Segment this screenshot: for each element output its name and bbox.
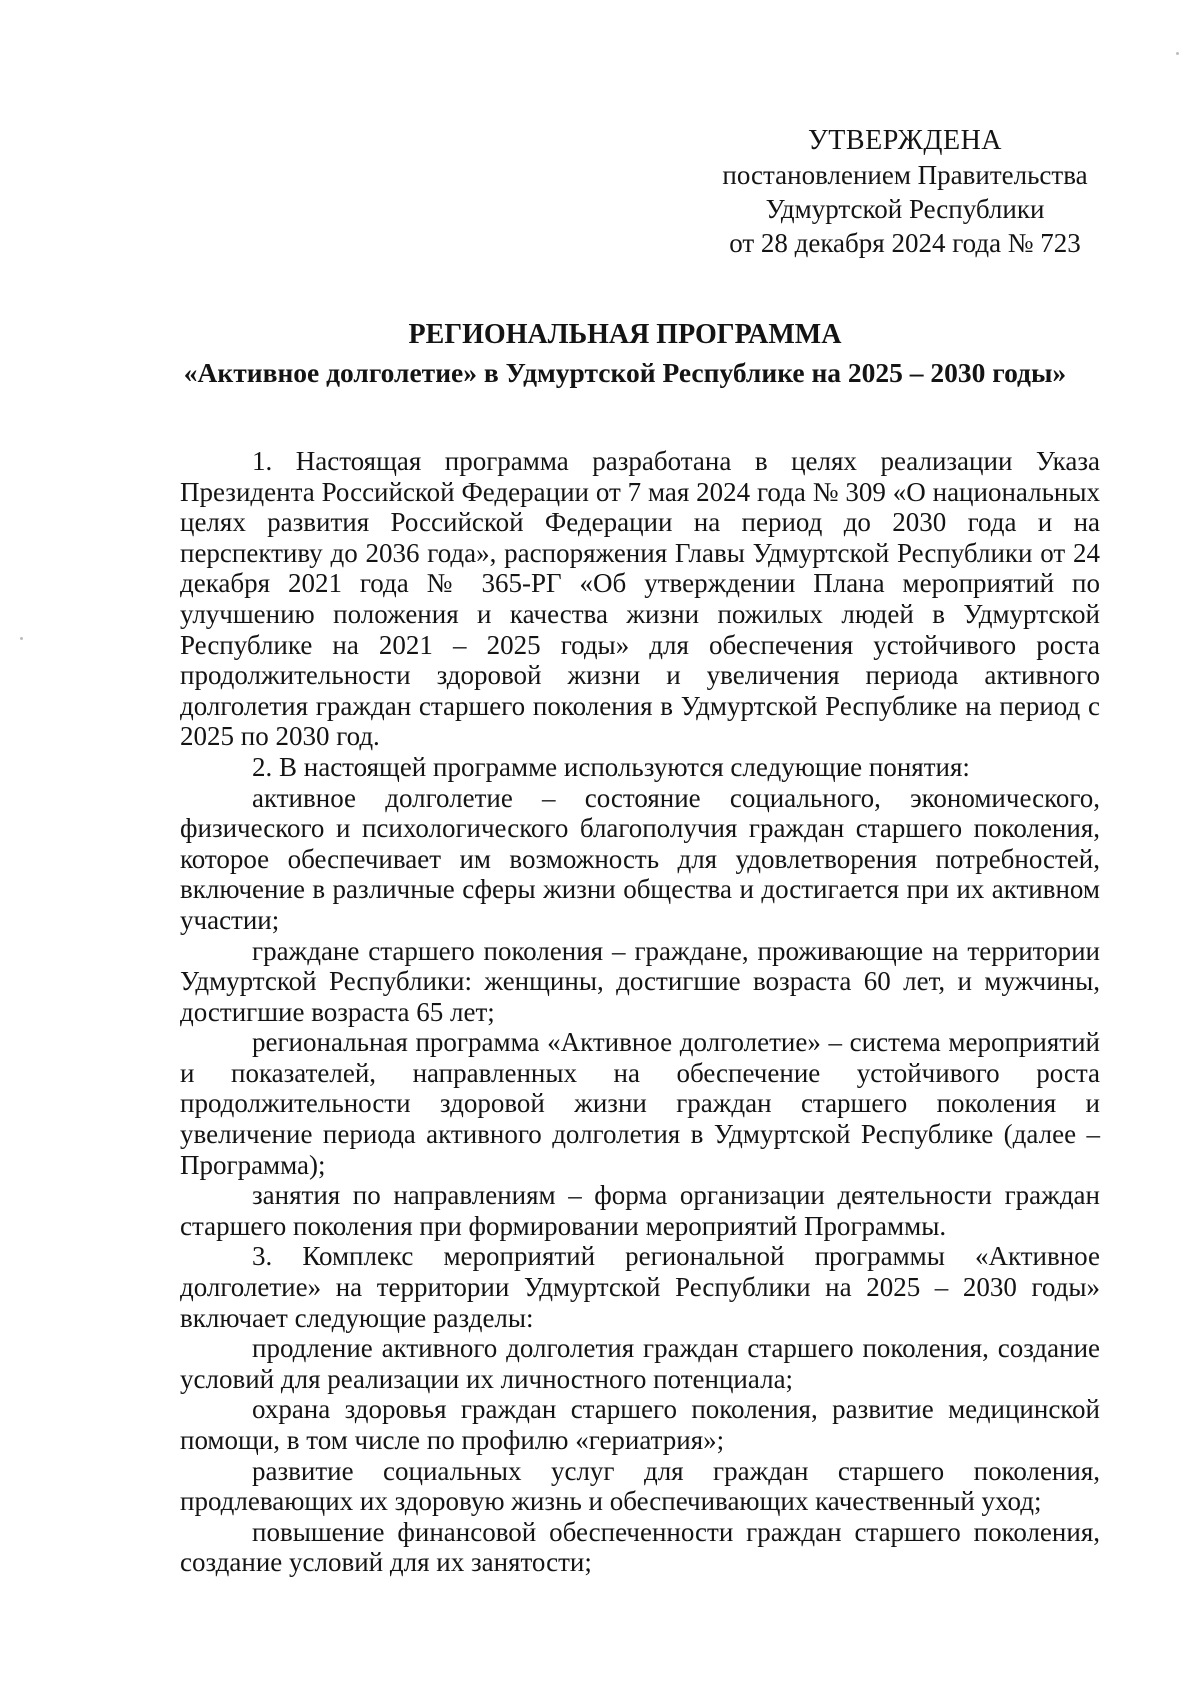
approval-line: Удмуртской Республики <box>765 194 1045 224</box>
section-item: развитие социальных услуг для граждан старшего поколения, продлевающих их здоровую жизнь и обеспечивающих качественный уход; <box>180 1455 1100 1517</box>
section-item: продление активного долголетия граждан старшего поколения, создание условий для реализации их личностного потенциала; <box>180 1333 1100 1394</box>
definition-regional-program: региональная программа «Активное долголетие» – система мероприятий и показателей, направленных на обеспечение устойчивого роста продолжительности здоровой жизни граждан старшего поколения и увеличение периода активного долголетия в Удмуртской Республике (далее – Программа); <box>180 1027 1100 1180</box>
section-item: охрана здоровья граждан старшего поколения, развитие медицинской помощи, в том числе по профилю «гериатрия»; <box>180 1394 1100 1455</box>
paragraph-1: 1. Настоящая программа разработана в целях реализации Указа Президента Российской Федерации от 7 мая 2024 года № 309 «О национальных целях развития Российской Федерации на период до 2030 года и на перспективу до 2036 года», распоряжения Главы Удмуртской Республики от 24 декабря 2021 года № 365-РГ «Об утверждении Плана мероприятий по улучшению положения и качества жизни пожилых людей в Удмуртской Республике на 2021 – 2025 годы» для обеспечения устойчивого роста продолжительности здоровой жизни и увеличения периода активного долголетия граждан старшего поколения в Удмуртской Республике на период с 2025 по 2030 год. <box>180 446 1100 752</box>
scan-speck <box>20 637 23 640</box>
paragraph-3: 3. Комплекс мероприятий региональной программы «Активное долголетие» на территории Удмуртской Республики на 2025 – 2030 годы» включает следующие разделы: <box>180 1241 1100 1333</box>
approval-stamp: УТВЕРЖДЕНА <box>807 125 1003 156</box>
paragraph-2: 2. В настоящей программе используются следующие понятия: <box>252 751 970 782</box>
definition-active-longevity: активное долголетие – состояние социального, экономического, физического и психологического благополучия граждан старшего поколения, которое обеспечивает им возможность для удовлетворения потребностей, включение в различные сферы жизни общества и достигается при их активном участии; <box>180 782 1100 935</box>
scan-speck <box>1176 52 1179 55</box>
section-item: повышение финансовой обеспеченности граждан старшего поколения, создание условий для их занятости; <box>180 1516 1100 1578</box>
approval-line: от 28 декабря 2024 года № 723 <box>729 228 1081 258</box>
approval-line: постановлением Правительства <box>722 160 1088 190</box>
definition-activities: занятия по направлениям – форма организации деятельности граждан старшего поколения при формировании мероприятий Программы. <box>180 1180 1100 1241</box>
title-subtitle: «Активное долголетие» в Удмуртской Республике на 2025 – 2030 годы» <box>183 357 1067 388</box>
approval-block <box>705 124 1105 260</box>
title-main: РЕГИОНАЛЬНАЯ ПРОГРАММА <box>408 319 842 350</box>
document-title <box>150 316 1100 392</box>
definition-senior-citizens: граждане старшего поколения – граждане, проживающие на территории Удмуртской Республики: женщины, достигшие возраста 60 лет, и мужчины, достигшие возраста 65 лет; <box>180 935 1100 1027</box>
document-body <box>180 446 1100 1578</box>
